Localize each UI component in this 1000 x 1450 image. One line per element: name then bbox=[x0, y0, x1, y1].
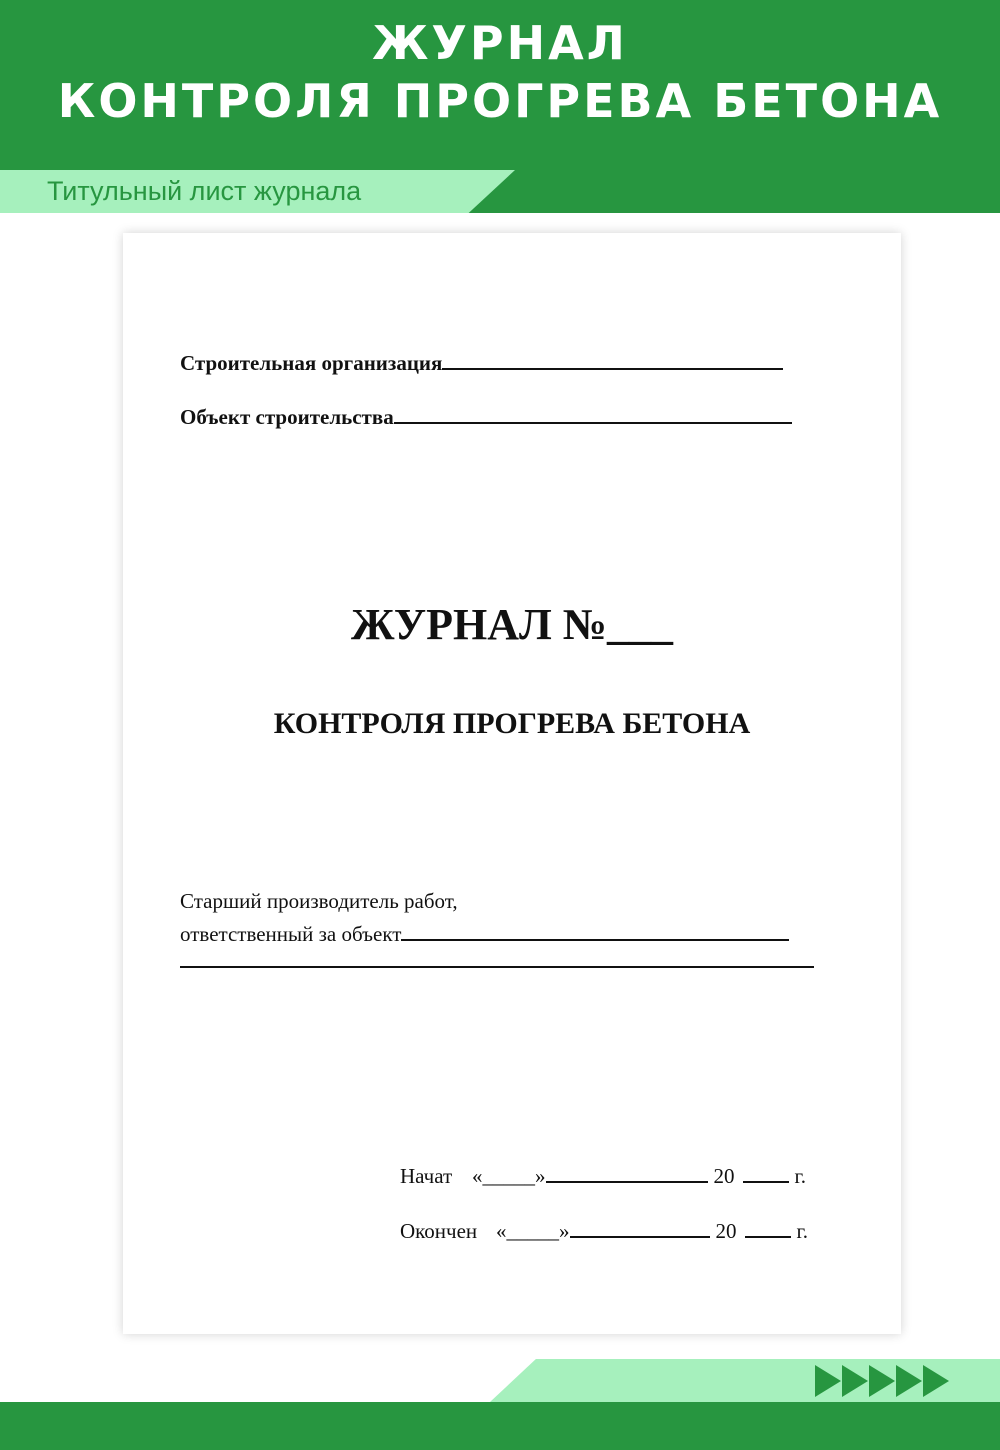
started-year-suffix: г. bbox=[794, 1164, 806, 1188]
finished-year-suffix: г. bbox=[796, 1219, 808, 1243]
journal-title: ЖУРНАЛ №___ bbox=[350, 600, 674, 649]
org-field bbox=[180, 346, 783, 376]
responsible-field bbox=[180, 917, 789, 947]
finished-date-row bbox=[400, 1214, 808, 1244]
finished-label: Окончен bbox=[400, 1219, 478, 1243]
arrow-right-icon bbox=[869, 1365, 895, 1397]
bottom-bar bbox=[0, 1402, 1000, 1450]
org-fill-line bbox=[442, 346, 783, 370]
arrow-right-icon bbox=[896, 1365, 922, 1397]
banner-title bbox=[0, 14, 1000, 130]
responsible-label-line1: Старший производитель работ, bbox=[180, 889, 458, 913]
arrow-right-icon bbox=[923, 1365, 949, 1397]
responsible-label-line2: ответственный за объект bbox=[180, 922, 402, 946]
responsible-fill-line bbox=[401, 917, 789, 941]
journal-subtitle: КОНТРОЛЯ ПРОГРЕВА БЕТОНА bbox=[273, 707, 751, 740]
arrow-group bbox=[815, 1365, 950, 1397]
started-label: Начат bbox=[400, 1164, 453, 1188]
started-year-line bbox=[743, 1159, 789, 1183]
document-page bbox=[123, 233, 901, 1334]
object-field bbox=[180, 400, 792, 430]
object-fill-line bbox=[394, 400, 792, 424]
finished-day-blank: «_____» bbox=[496, 1219, 570, 1243]
banner-subtitle: Титульный лист журнала bbox=[47, 176, 362, 206]
finished-year-prefix: 20 bbox=[715, 1219, 737, 1243]
org-label: Строительная организация bbox=[180, 351, 443, 375]
object-label: Объект строительства bbox=[180, 405, 394, 429]
banner-title-line2: КОНТРОЛЯ ПРОГРЕВА БЕТОНА bbox=[57, 74, 943, 128]
banner-title-line1: ЖУРНАЛ bbox=[372, 16, 628, 70]
started-year-prefix: 20 bbox=[713, 1164, 735, 1188]
finished-month-line bbox=[570, 1214, 710, 1238]
started-date-row bbox=[400, 1159, 806, 1189]
arrow-right-icon bbox=[842, 1365, 868, 1397]
finished-year-line bbox=[745, 1214, 791, 1238]
arrow-right-icon bbox=[815, 1365, 841, 1397]
started-day-blank: «_____» bbox=[472, 1164, 546, 1188]
responsible-extra-line bbox=[180, 966, 814, 968]
started-month-line bbox=[546, 1159, 708, 1183]
